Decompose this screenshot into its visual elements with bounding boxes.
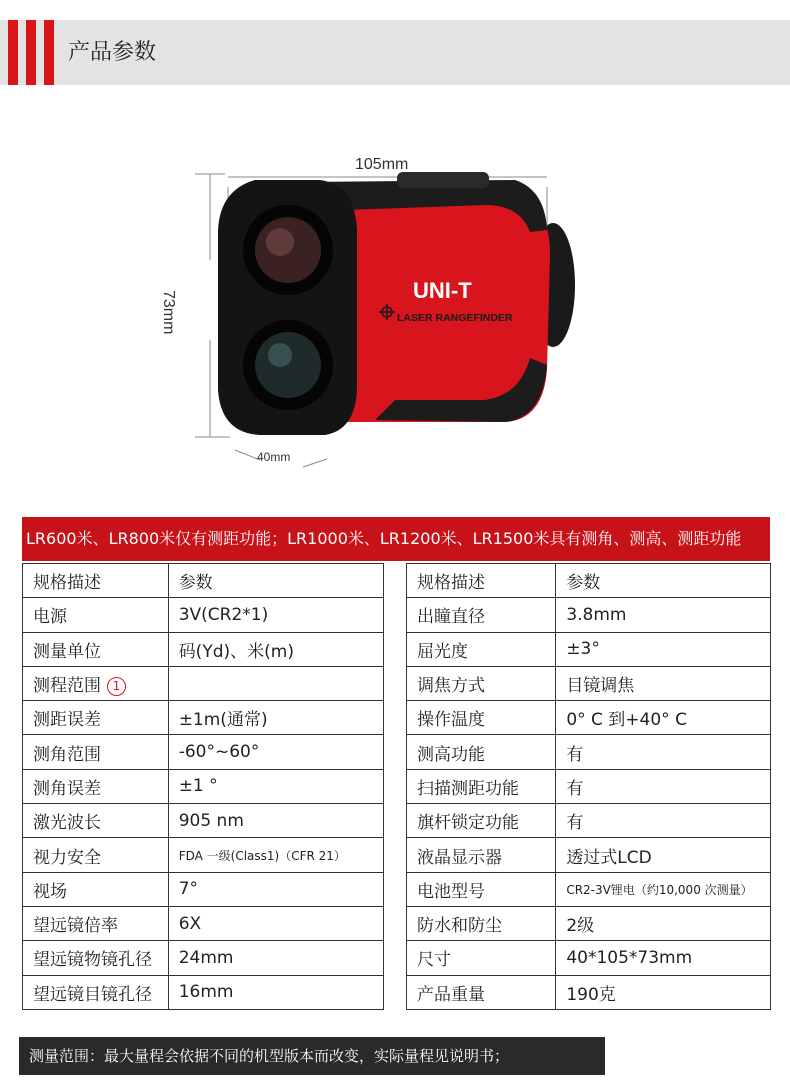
spec-value: 有	[556, 769, 771, 803]
table-row	[407, 838, 771, 872]
table-row	[407, 975, 771, 1009]
model-features-banner	[22, 517, 770, 561]
table-row	[407, 941, 771, 975]
spec-value: 3.8mm	[556, 598, 771, 632]
spec-label: 尺寸	[407, 941, 556, 975]
spec-label: 防水和防尘	[407, 906, 556, 940]
spec-label: 旗杆锁定功能	[407, 804, 556, 838]
product-image	[160, 150, 605, 475]
spec-value: 0° C 到+40° C	[556, 701, 771, 735]
spec-value: 24mm	[168, 941, 383, 975]
spec-value: ±1 °	[168, 769, 383, 803]
table-row	[23, 872, 384, 906]
table-row	[407, 598, 771, 632]
table-row	[23, 735, 384, 769]
spec-value: 16mm	[168, 975, 383, 1009]
spec-label: 电池型号	[407, 872, 556, 906]
spec-value: -60°~60°	[168, 735, 383, 769]
table-row	[407, 666, 771, 700]
table-row	[23, 838, 384, 872]
spec-value: 参数	[168, 564, 383, 598]
spec-label: 产品重量	[407, 975, 556, 1009]
spec-label: 测距误差	[23, 701, 169, 735]
spec-label: 规格描述	[407, 564, 556, 598]
model-label: LASER RANGEFINDER	[397, 312, 513, 324]
spec-label: 测量单位	[23, 632, 169, 666]
table-row	[407, 906, 771, 940]
banner-text: LR600米、LR800米仅有测距功能；LR1000米、LR1200米、LR1500米具有测角、测高、测距功能	[26, 529, 742, 548]
table-row	[23, 666, 384, 700]
footnote-text: 测量范围：最大量程会依据不同的机型版本而改变，实际量程见说明书；	[29, 1047, 510, 1065]
spec-label: 规格描述	[23, 564, 169, 598]
header-stripe	[8, 20, 18, 85]
table-row	[23, 769, 384, 803]
table-row	[23, 701, 384, 735]
spec-value: 码(Yd)、米(m)	[168, 632, 383, 666]
spec-label: 激光波长	[23, 804, 169, 838]
header-stripe	[26, 20, 36, 85]
spec-label: 测角误差	[23, 769, 169, 803]
spec-value	[168, 666, 383, 700]
spec-value: 参数	[556, 564, 771, 598]
table-row	[23, 941, 384, 975]
dimension-depth: 40mm	[257, 450, 291, 464]
section-title: 产品参数	[68, 40, 157, 65]
spec-value: 透过式LCD	[556, 838, 771, 872]
spec-label: 望远镜倍率	[23, 906, 169, 940]
spec-value: 目镜调焦	[556, 666, 771, 700]
spec-value: ±1m(通常)	[168, 701, 383, 735]
spec-label: 调焦方式	[407, 666, 556, 700]
spec-value: CR2-3V锂电（约10,000 次测量）	[556, 872, 771, 906]
footnote-marker: 1	[107, 677, 126, 696]
spec-value: 有	[556, 735, 771, 769]
spec-label: 出瞳直径	[407, 598, 556, 632]
spec-label: 测高功能	[407, 735, 556, 769]
spec-table-left	[22, 563, 384, 1010]
table-row	[23, 975, 384, 1009]
spec-label: 视场	[23, 872, 169, 906]
table-row	[407, 769, 771, 803]
spec-label: 操作温度	[407, 701, 556, 735]
dimension-width: 105mm	[355, 156, 409, 173]
spec-value: ±3°	[556, 632, 771, 666]
brand-logo: UNI-T	[413, 278, 472, 303]
spec-value: FDA 一级(Class1)（CFR 21）	[168, 838, 383, 872]
table-row	[23, 564, 384, 598]
section-header	[0, 20, 790, 85]
spec-label: 扫描测距功能	[407, 769, 556, 803]
spec-label: 视力安全	[23, 838, 169, 872]
spec-table-right	[406, 563, 771, 1010]
table-row	[407, 564, 771, 598]
spec-label: 液晶显示器	[407, 838, 556, 872]
spec-value: 190克	[556, 975, 771, 1009]
dimension-height: 73mm	[160, 290, 177, 335]
spec-value: 有	[556, 804, 771, 838]
table-row	[407, 735, 771, 769]
spec-label: 测角范围	[23, 735, 169, 769]
table-row	[407, 632, 771, 666]
spec-label: 测程范围	[33, 676, 101, 697]
spec-value: 6X	[168, 906, 383, 940]
header-stripe	[44, 20, 54, 85]
table-row	[23, 632, 384, 666]
table-row	[407, 701, 771, 735]
spec-label-range	[23, 666, 169, 700]
table-row	[407, 872, 771, 906]
table-row	[23, 906, 384, 940]
table-row	[23, 598, 384, 632]
spec-value: 905 nm	[168, 804, 383, 838]
spec-value: 3V(CR2*1)	[168, 598, 383, 632]
table-row	[407, 804, 771, 838]
spec-label: 望远镜物镜孔径	[23, 941, 169, 975]
rangefinder-illustration	[185, 150, 605, 475]
spec-value: 40*105*73mm	[556, 941, 771, 975]
range-footnote	[19, 1037, 605, 1075]
spec-value: 2级	[556, 906, 771, 940]
spec-label: 屈光度	[407, 632, 556, 666]
spec-label: 电源	[23, 598, 169, 632]
spec-label: 望远镜目镜孔径	[23, 975, 169, 1009]
table-row	[23, 804, 384, 838]
spec-value: 7°	[168, 872, 383, 906]
